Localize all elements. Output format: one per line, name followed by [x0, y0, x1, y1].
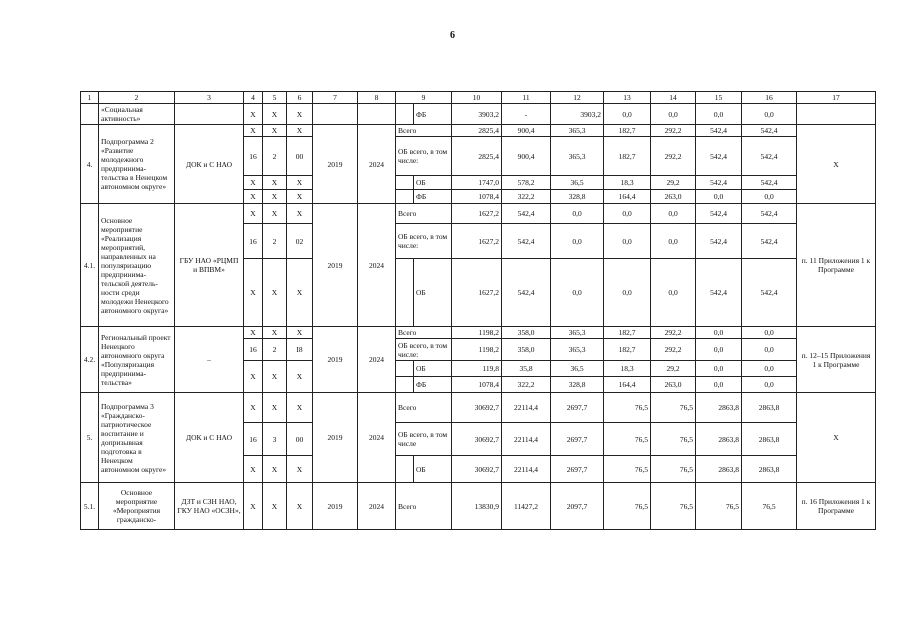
program-finance-table	[80, 91, 876, 530]
col-header: 16	[742, 92, 797, 104]
row-number: 4.	[81, 125, 99, 204]
note: X	[797, 125, 876, 204]
col-header: 7	[313, 92, 358, 104]
note: п. 12–15 Приложения 1 к Программе	[797, 327, 876, 393]
executor: ДОК и С НАО	[175, 125, 244, 204]
executor: –	[175, 327, 244, 393]
table-row: 4.1. Основное мероприятие «Реализация мероприятий, направленных на популяризацию предпринима-тельской деятель-ности среди молодежи Ненецкого автономного округа» ГБУ НАО «РЦМП и ВПВМ» X X X 2019 2024 Всего 1627,2 542,4 0,0 0,0 0,0 542,4 542,4 п. 11 Приложения 1 к Программе	[81, 204, 876, 224]
table-row: 4.2. Региональный проект Ненецкого автономного округа «Популяризация предпринима-тельства» – X X X 2019 2024 Всего 1198,2 358,0 365,3 182,7 292,2 0,0 0,0 п. 12–15 Приложения 1 к Программе	[81, 327, 876, 339]
note: п. 11 Приложения 1 к Программе	[797, 204, 876, 327]
col-header: 9	[396, 92, 452, 104]
table-row: X X X ОБ 30692,7 22114,4 2697,7 76,5 76,5 2863,8 2863,8	[81, 456, 876, 483]
col-header: 2	[99, 92, 175, 104]
measure-name: Основное мероприятие «Реализация мероприятий, направленных на популяризацию предпринима-тельской деятель-ности среди молодежи Ненецкого автономного округа»	[99, 204, 175, 327]
row-number: 5.	[81, 393, 99, 483]
col-header: 14	[651, 92, 696, 104]
page-number: 6	[450, 30, 455, 41]
col-header: 4	[244, 92, 263, 104]
measure-name: Подпрограмма 3 «Гражданско-патриотическое воспитание и допризывная подготовка в Ненецком автономном округе»	[99, 393, 175, 483]
table-row: X X X ОБ 119,8 35,8 36,5 18,3 29,2 0,0 0,0	[81, 361, 876, 377]
table-row: «Социальная активность» X X X ФБ 3903,2 - 3903,2 0,0 0,0 0,0 0,0	[81, 104, 876, 125]
table-row: 16 2 I8 ОБ всего, в том числе: 1198,2 358,0 365,3 182,7 292,2 0,0 0,0	[81, 339, 876, 361]
note: п. 16 Приложения 1 к Программе	[797, 483, 876, 530]
table-row: X X X ОБ 1627,2 542,4 0,0 0,0 0,0 542,4 542,4	[81, 259, 876, 327]
measure-name: Региональный проект Ненецкого автономного округа «Популяризация предпринима-тельства»	[99, 327, 175, 393]
table-row: 5. Подпрограмма 3 «Гражданско-патриотическое воспитание и допризывная подготовка в Ненецком автономном округе» ДОК и С НАО X X X 2019 2024 Всего 30692,7 22114,4 2697,7 76,5 76,5 2863,8 2863,8 X	[81, 393, 876, 423]
table-row: ФБ 1078,4 322,2 328,8 164,4 263,0 0,0 0,0	[81, 377, 876, 393]
table-row: 5.1. Основное мероприятие «Мероприятия гражданско- ДЗТ и СЗН НАО, ГКУ НАО «ОСЗН», X X X 2019 2024 Всего 13830,9 11427,2 2097,7 76,5 76,5 76,5 76,5 п. 16 Приложения 1 к Программе	[81, 483, 876, 530]
row-number: 4.2.	[81, 327, 99, 393]
note: X	[797, 393, 876, 483]
col-header: 1	[81, 92, 99, 104]
row-number: 4.1.	[81, 204, 99, 327]
col-header: 3	[175, 92, 244, 104]
measure-name: Подпрограмма 2 «Развитие молодежного предпринима-тельства в Ненецком автономном округе»	[99, 125, 175, 204]
measure-name: «Социальная активность»	[99, 104, 175, 125]
col-header: 6	[287, 92, 313, 104]
col-header: 17	[797, 92, 876, 104]
col-header: 10	[452, 92, 502, 104]
column-header-row	[81, 92, 876, 104]
table-row: 16 3 00 ОБ всего, в том числе 30692,7 22114,4 2697,7 76,5 76,5 2863,8 2863,8	[81, 423, 876, 456]
table-row: 16 2 02 ОБ всего, в том числе: 1627,2 542,4 0,0 0,0 0,0 542,4 542,4	[81, 224, 876, 259]
col-header: 5	[263, 92, 287, 104]
table-row: X X X ОБ 1747,0 578,2 36,5 18,3 29,2 542,4 542,4	[81, 176, 876, 190]
executor: ДЗТ и СЗН НАО, ГКУ НАО «ОСЗН»,	[175, 483, 244, 530]
col-header: 13	[604, 92, 651, 104]
col-header: 8	[358, 92, 396, 104]
table-row: 16 2 00 ОБ всего, в том числе: 2825,4 900,4 365,3 182,7 292,2 542,4 542,4	[81, 137, 876, 176]
col-header: 15	[696, 92, 742, 104]
col-header: 12	[551, 92, 604, 104]
executor: ДОК и С НАО	[175, 393, 244, 483]
measure-name: Основное мероприятие «Мероприятия гражданско-	[99, 483, 175, 530]
table-row: X X X ФБ 1078,4 322,2 328,8 164,4 263,0 0,0 0,0	[81, 190, 876, 204]
col-header: 11	[502, 92, 551, 104]
table-row: 4. Подпрограмма 2 «Развитие молодежного предпринима-тельства в Ненецком автономном округе» ДОК и С НАО X X X 2019 2024 Всего 2825,4 900,4 365,3 182,7 292,2 542,4 542,4 X	[81, 125, 876, 137]
row-number: 5.1.	[81, 483, 99, 530]
executor: ГБУ НАО «РЦМП и ВПВМ»	[175, 204, 244, 327]
